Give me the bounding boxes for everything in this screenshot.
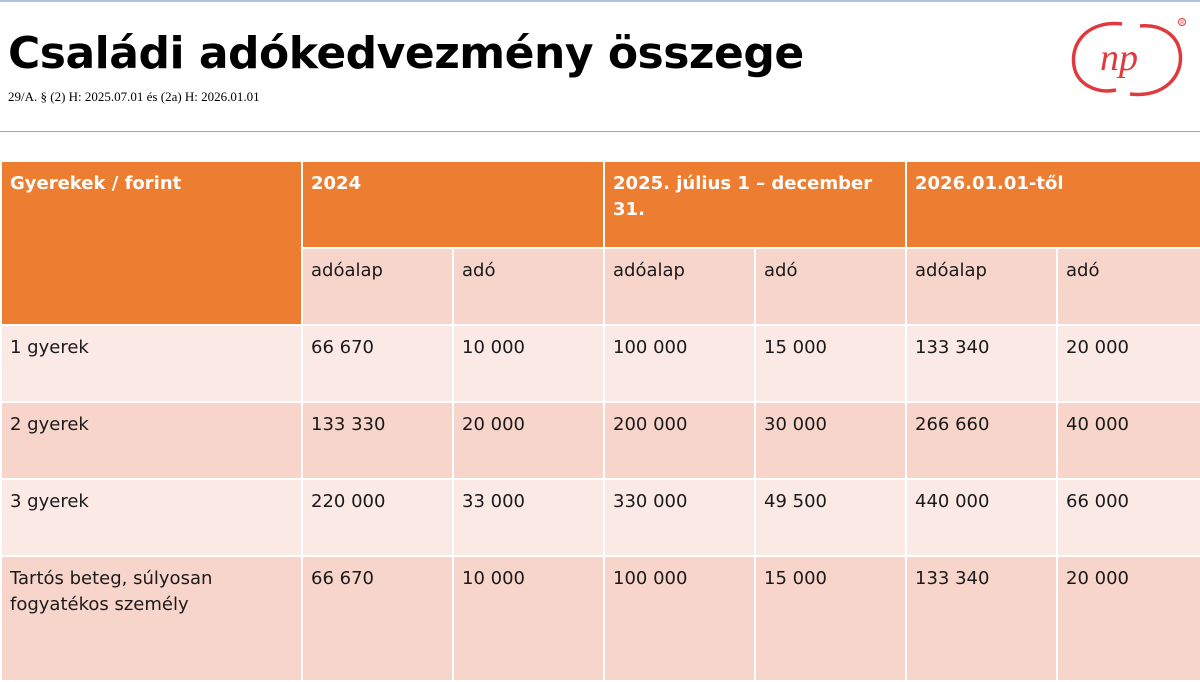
table-cell: 20 000: [1057, 325, 1200, 402]
period-header-2025: 2025. július 1 – december 31.: [604, 161, 906, 248]
table-cell: 40 000: [1057, 402, 1200, 479]
table-cell: 220 000: [302, 479, 453, 556]
table-cell: 133 330: [302, 402, 453, 479]
table-cell: 20 000: [1057, 556, 1200, 681]
table-cell: 30 000: [755, 402, 906, 479]
np-logo: [1064, 14, 1190, 104]
table-cell: 100 000: [604, 556, 755, 681]
table-cell: 200 000: [604, 402, 755, 479]
period-header-2024: 2024: [302, 161, 604, 248]
subheader-cell: adóalap: [906, 248, 1057, 325]
row-label: 2 gyerek: [1, 402, 302, 479]
top-border-line: [0, 0, 1200, 2]
table-row: [1, 325, 1200, 402]
header-divider: [0, 131, 1200, 132]
svg-text:np: np: [1100, 37, 1138, 79]
corner-header: Gyerekek / forint: [1, 161, 302, 325]
legal-reference: 29/A. § (2) H: 2025.07.01 és (2a) H: 2026.01.01: [8, 89, 260, 104]
subheader-cell: adóalap: [604, 248, 755, 325]
table-row: [1, 402, 1200, 479]
table-cell: 100 000: [604, 325, 755, 402]
table-row: [1, 479, 1200, 556]
tax-credit-table: [0, 160, 1200, 682]
table-cell: 133 340: [906, 556, 1057, 681]
row-label: 1 gyerek: [1, 325, 302, 402]
table-cell: 20 000: [453, 402, 604, 479]
header-row: [1, 161, 1200, 248]
page-title: Családi adókedvezmény összege: [8, 28, 804, 79]
subheader-cell: adó: [1057, 248, 1200, 325]
table-cell: 49 500: [755, 479, 906, 556]
row-label: Tartós beteg, súlyosan fogyatékos személy: [1, 556, 302, 681]
table-cell: 266 660: [906, 402, 1057, 479]
subheader-cell: adó: [755, 248, 906, 325]
table-cell: 10 000: [453, 325, 604, 402]
subheader-cell: adó: [453, 248, 604, 325]
table-cell: 66 670: [302, 325, 453, 402]
table-cell: 133 340: [906, 325, 1057, 402]
table-cell: 66 000: [1057, 479, 1200, 556]
table-cell: 330 000: [604, 479, 755, 556]
table-row: [1, 556, 1200, 681]
table-cell: 440 000: [906, 479, 1057, 556]
table-cell: 66 670: [302, 556, 453, 681]
table-cell: 15 000: [755, 325, 906, 402]
row-label: 3 gyerek: [1, 479, 302, 556]
subheader-cell: adóalap: [302, 248, 453, 325]
svg-text:R: R: [1180, 20, 1184, 26]
table-cell: 10 000: [453, 556, 604, 681]
period-header-2026: 2026.01.01-től: [906, 161, 1200, 248]
table-cell: 33 000: [453, 479, 604, 556]
table-cell: 15 000: [755, 556, 906, 681]
